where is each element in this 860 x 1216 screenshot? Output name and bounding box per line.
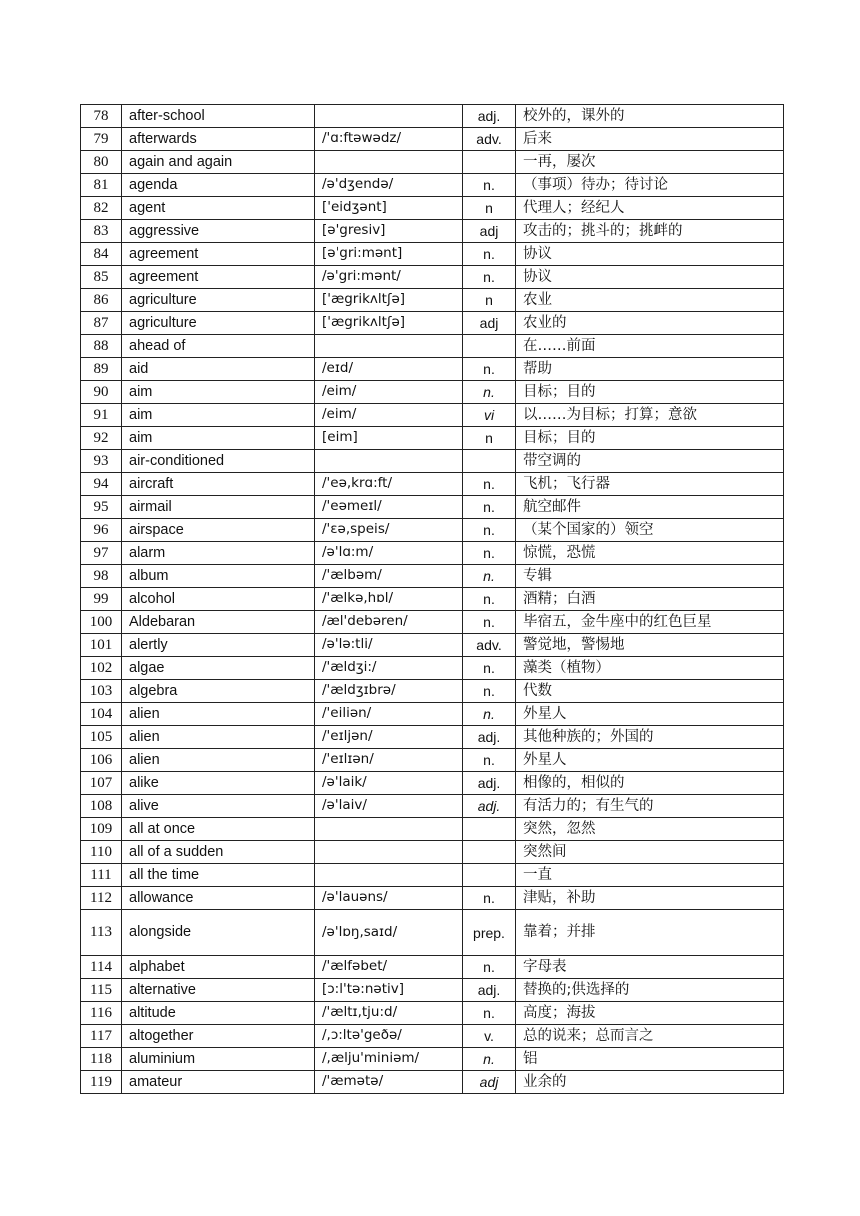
word-cell: alike [122,772,315,795]
phonetic-cell: /'ældʒi:/ [315,657,463,680]
part-of-speech-cell: n. [463,956,516,979]
row-number: 116 [81,1002,122,1025]
phonetic-cell [315,841,463,864]
meaning-cell: 帮助 [516,358,784,381]
part-of-speech-cell: n. [463,1048,516,1071]
meaning-cell: 农业的 [516,312,784,335]
phonetic-cell: /'ældʒɪbrə/ [315,680,463,703]
phonetic-cell: /ə'dʒendə/ [315,174,463,197]
vocabulary-table-body [81,105,784,1094]
word-cell: altogether [122,1025,315,1048]
part-of-speech-cell: n. [463,473,516,496]
word-cell: allowance [122,887,315,910]
phonetic-cell: /æl'debəren/ [315,611,463,634]
meaning-cell: 代数 [516,680,784,703]
table-row [81,312,784,335]
word-cell: alien [122,703,315,726]
table-row [81,1048,784,1071]
row-number: 107 [81,772,122,795]
meaning-cell: 突然，忽然 [516,818,784,841]
part-of-speech-cell: n. [463,266,516,289]
table-row [81,588,784,611]
row-number: 80 [81,151,122,174]
meaning-cell: 警觉地，警惕地 [516,634,784,657]
row-number: 92 [81,427,122,450]
phonetic-cell: /ə'lə:tli/ [315,634,463,657]
meaning-cell: 惊慌，恐慌 [516,542,784,565]
vocabulary-table [80,104,784,1094]
table-row [81,404,784,427]
table-row [81,427,784,450]
row-number: 118 [81,1048,122,1071]
meaning-cell: 一直 [516,864,784,887]
meaning-cell: 替换的;供选择的 [516,979,784,1002]
phonetic-cell: ['eidʒənt] [315,197,463,220]
phonetic-cell [315,864,463,887]
row-number: 78 [81,105,122,128]
table-row [81,473,784,496]
phonetic-cell: [eim] [315,427,463,450]
meaning-cell: 后来 [516,128,784,151]
word-cell: agriculture [122,312,315,335]
phonetic-cell [315,151,463,174]
phonetic-cell [315,450,463,473]
row-number: 86 [81,289,122,312]
part-of-speech-cell: n. [463,749,516,772]
phonetic-cell: /'ælkə,hɒl/ [315,588,463,611]
meaning-cell: （某个国家的）领空 [516,519,784,542]
word-cell: all the time [122,864,315,887]
part-of-speech-cell: n. [463,657,516,680]
phonetic-cell: /,ɔ:ltə'geðə/ [315,1025,463,1048]
phonetic-cell: /'æmətə/ [315,1071,463,1094]
word-cell: aggressive [122,220,315,243]
row-number: 88 [81,335,122,358]
part-of-speech-cell: vi [463,404,516,427]
word-cell: aim [122,381,315,404]
word-cell: alphabet [122,956,315,979]
meaning-cell: 以……为目标；打算；意欲 [516,404,784,427]
meaning-cell: 目标；目的 [516,381,784,404]
part-of-speech-cell: adj [463,220,516,243]
row-number: 82 [81,197,122,220]
word-cell: alien [122,749,315,772]
part-of-speech-cell [463,864,516,887]
phonetic-cell: /'eəmeɪl/ [315,496,463,519]
part-of-speech-cell: n [463,289,516,312]
table-row [81,519,784,542]
phonetic-cell: [əˈgri:mənt] [315,243,463,266]
meaning-cell: 外星人 [516,749,784,772]
row-number: 96 [81,519,122,542]
meaning-cell: 飞机；飞行器 [516,473,784,496]
part-of-speech-cell: v. [463,1025,516,1048]
part-of-speech-cell: n. [463,1002,516,1025]
part-of-speech-cell: n. [463,381,516,404]
table-row [81,496,784,519]
table-row [81,910,784,956]
word-cell: agenda [122,174,315,197]
row-number: 103 [81,680,122,703]
phonetic-cell: /ə'gri:mənt/ [315,266,463,289]
meaning-cell: 字母表 [516,956,784,979]
part-of-speech-cell: adv. [463,634,516,657]
part-of-speech-cell: n. [463,703,516,726]
part-of-speech-cell: adv. [463,128,516,151]
row-number: 87 [81,312,122,335]
word-cell: amateur [122,1071,315,1094]
word-cell: aid [122,358,315,381]
row-number: 105 [81,726,122,749]
word-cell: album [122,565,315,588]
row-number: 90 [81,381,122,404]
phonetic-cell: /ə'laik/ [315,772,463,795]
word-cell: alternative [122,979,315,1002]
part-of-speech-cell [463,818,516,841]
table-row [81,542,784,565]
word-cell: alien [122,726,315,749]
table-row [81,864,784,887]
row-number: 83 [81,220,122,243]
phonetic-cell: /ə'lɒŋ,saɪd/ [315,910,463,956]
meaning-cell: 外星人 [516,703,784,726]
table-row [81,243,784,266]
phonetic-cell: /eɪd/ [315,358,463,381]
meaning-cell: 有活力的；有生气的 [516,795,784,818]
row-number: 101 [81,634,122,657]
row-number: 112 [81,887,122,910]
word-cell: alive [122,795,315,818]
meaning-cell: 攻击的；挑斗的；挑衅的 [516,220,784,243]
phonetic-cell: /'eə,krɑ:ft/ [315,473,463,496]
part-of-speech-cell: adj. [463,979,516,1002]
table-row [81,795,784,818]
table-row [81,197,784,220]
part-of-speech-cell: adj. [463,726,516,749]
word-cell: alertly [122,634,315,657]
word-cell: airspace [122,519,315,542]
word-cell: aim [122,404,315,427]
part-of-speech-cell: n. [463,565,516,588]
table-row [81,634,784,657]
meaning-cell: 航空邮件 [516,496,784,519]
row-number: 99 [81,588,122,611]
table-row [81,611,784,634]
meaning-cell: 津贴，补助 [516,887,784,910]
table-row [81,174,784,197]
phonetic-cell: [ə'gresiv] [315,220,463,243]
table-row [81,151,784,174]
word-cell: algebra [122,680,315,703]
word-cell: alcohol [122,588,315,611]
row-number: 111 [81,864,122,887]
meaning-cell: 带空调的 [516,450,784,473]
part-of-speech-cell: n. [463,542,516,565]
row-number: 102 [81,657,122,680]
meaning-cell: 农业 [516,289,784,312]
meaning-cell: （事项）待办；待讨论 [516,174,784,197]
word-cell: after-school [122,105,315,128]
part-of-speech-cell: adj. [463,105,516,128]
part-of-speech-cell: adj [463,312,516,335]
row-number: 94 [81,473,122,496]
table-row [81,128,784,151]
meaning-cell: 突然间 [516,841,784,864]
table-row [81,450,784,473]
table-row [81,979,784,1002]
word-cell: airmail [122,496,315,519]
word-cell: aircraft [122,473,315,496]
row-number: 98 [81,565,122,588]
word-cell: agriculture [122,289,315,312]
word-cell: alongside [122,910,315,956]
phonetic-cell [315,818,463,841]
part-of-speech-cell: n. [463,243,516,266]
row-number: 108 [81,795,122,818]
phonetic-cell: /,ælju'miniəm/ [315,1048,463,1071]
phonetic-cell: /'eiliən/ [315,703,463,726]
word-cell: algae [122,657,315,680]
table-row [81,726,784,749]
part-of-speech-cell: prep. [463,910,516,956]
meaning-cell: 协议 [516,266,784,289]
phonetic-cell: /eim/ [315,404,463,427]
part-of-speech-cell: n. [463,887,516,910]
phonetic-cell: /'eɪljən/ [315,726,463,749]
table-row [81,220,784,243]
part-of-speech-cell: n [463,427,516,450]
table-row [81,1025,784,1048]
row-number: 91 [81,404,122,427]
phonetic-cell [315,335,463,358]
row-number: 114 [81,956,122,979]
meaning-cell: 藻类（植物） [516,657,784,680]
part-of-speech-cell: adj [463,1071,516,1094]
part-of-speech-cell [463,450,516,473]
row-number: 113 [81,910,122,956]
phonetic-cell: ['ægrikʌltʃə] [315,289,463,312]
meaning-cell: 校外的，课外的 [516,105,784,128]
phonetic-cell [315,105,463,128]
row-number: 104 [81,703,122,726]
word-cell: ahead of [122,335,315,358]
meaning-cell: 业余的 [516,1071,784,1094]
word-cell: again and again [122,151,315,174]
row-number: 115 [81,979,122,1002]
row-number: 110 [81,841,122,864]
meaning-cell: 靠着；并排 [516,910,784,956]
part-of-speech-cell: n [463,197,516,220]
part-of-speech-cell: n. [463,519,516,542]
row-number: 84 [81,243,122,266]
word-cell: agreement [122,243,315,266]
row-number: 97 [81,542,122,565]
word-cell: all at once [122,818,315,841]
phonetic-cell: /eim/ [315,381,463,404]
row-number: 117 [81,1025,122,1048]
table-row [81,335,784,358]
table-row [81,1002,784,1025]
table-row [81,105,784,128]
row-number: 95 [81,496,122,519]
part-of-speech-cell: n. [463,611,516,634]
row-number: 85 [81,266,122,289]
meaning-cell: 相像的，相似的 [516,772,784,795]
phonetic-cell: /ə'lauəns/ [315,887,463,910]
phonetic-cell: /'ɛə,speis/ [315,519,463,542]
row-number: 93 [81,450,122,473]
table-row [81,381,784,404]
table-row [81,565,784,588]
table-row [81,680,784,703]
part-of-speech-cell: adj. [463,772,516,795]
row-number: 119 [81,1071,122,1094]
part-of-speech-cell [463,841,516,864]
word-cell: altitude [122,1002,315,1025]
meaning-cell: 一再，屡次 [516,151,784,174]
part-of-speech-cell: n. [463,358,516,381]
word-cell: aluminium [122,1048,315,1071]
phonetic-cell: /'ælfəbet/ [315,956,463,979]
phonetic-cell: /'ælbəm/ [315,565,463,588]
phonetic-cell: /ə'laiv/ [315,795,463,818]
part-of-speech-cell: n. [463,588,516,611]
word-cell: agent [122,197,315,220]
row-number: 100 [81,611,122,634]
table-row [81,358,784,381]
table-row [81,703,784,726]
phonetic-cell: /'eɪlɪən/ [315,749,463,772]
table-row [81,266,784,289]
meaning-cell: 目标；目的 [516,427,784,450]
table-row [81,956,784,979]
table-row [81,772,784,795]
table-row [81,1071,784,1094]
phonetic-cell: [ɔ:l'tə:nətiv] [315,979,463,1002]
meaning-cell: 总的说来；总而言之 [516,1025,784,1048]
table-row [81,887,784,910]
row-number: 106 [81,749,122,772]
meaning-cell: 在……前面 [516,335,784,358]
word-cell: aim [122,427,315,450]
word-cell: Aldebaran [122,611,315,634]
row-number: 89 [81,358,122,381]
meaning-cell: 铝 [516,1048,784,1071]
meaning-cell: 协议 [516,243,784,266]
phonetic-cell: ['ægrikʌltʃə] [315,312,463,335]
meaning-cell: 专辑 [516,565,784,588]
phonetic-cell: /'æltɪ,tju:d/ [315,1002,463,1025]
table-row [81,657,784,680]
meaning-cell: 高度；海拔 [516,1002,784,1025]
part-of-speech-cell: n. [463,680,516,703]
phonetic-cell: /'ɑ:ftəwədz/ [315,128,463,151]
part-of-speech-cell: adj. [463,795,516,818]
meaning-cell: 毕宿五，金牛座中的红色巨星 [516,611,784,634]
word-cell: air-conditioned [122,450,315,473]
part-of-speech-cell: n. [463,174,516,197]
word-cell: afterwards [122,128,315,151]
meaning-cell: 代理人；经纪人 [516,197,784,220]
phonetic-cell: /ə'lɑ:m/ [315,542,463,565]
meaning-cell: 酒精；白酒 [516,588,784,611]
table-row [81,818,784,841]
row-number: 109 [81,818,122,841]
row-number: 81 [81,174,122,197]
word-cell: all of a sudden [122,841,315,864]
table-row [81,841,784,864]
word-cell: agreement [122,266,315,289]
table-row [81,749,784,772]
row-number: 79 [81,128,122,151]
meaning-cell: 其他种族的；外国的 [516,726,784,749]
part-of-speech-cell [463,151,516,174]
table-row [81,289,784,312]
part-of-speech-cell: n. [463,496,516,519]
word-cell: alarm [122,542,315,565]
part-of-speech-cell [463,335,516,358]
